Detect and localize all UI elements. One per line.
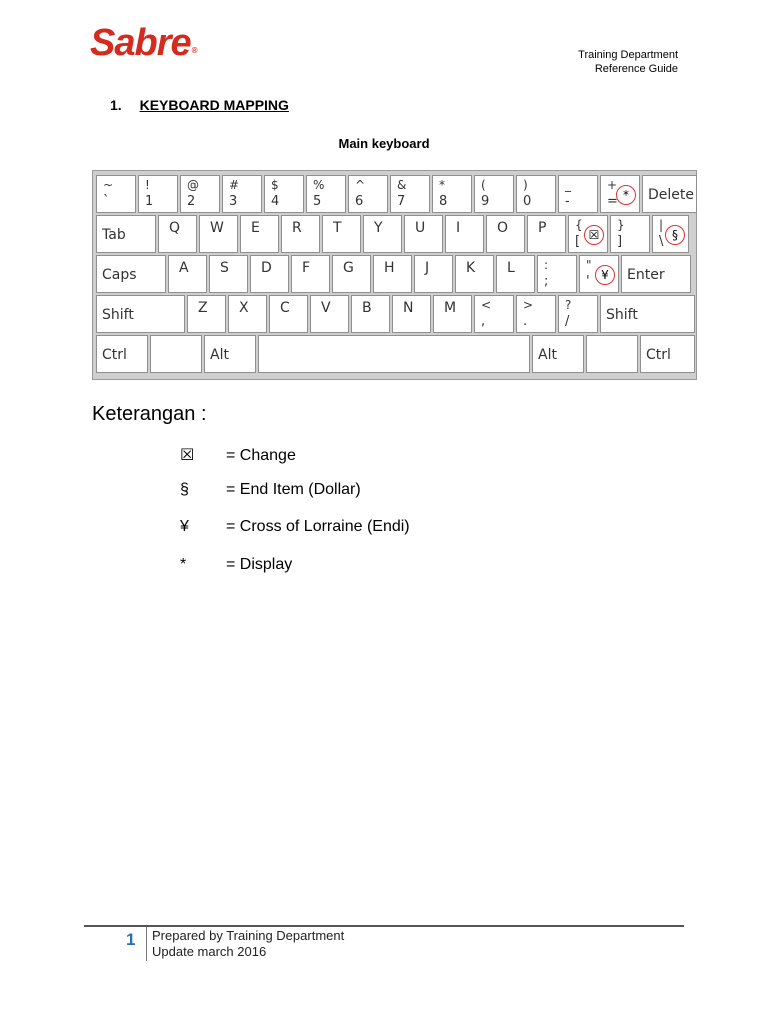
key-8: * 8 — [432, 175, 472, 213]
key-q: Q — [158, 215, 197, 253]
keyboard-row-home — [96, 255, 691, 293]
key-y: Y — [363, 215, 402, 253]
key-i: I — [445, 215, 484, 253]
end-item-icon: § — [180, 481, 189, 498]
keyboard-diagram — [92, 170, 697, 380]
keyboard-row-modifiers — [96, 335, 695, 373]
key-5: % 5 — [306, 175, 346, 213]
key-backslash: | \ § — [652, 215, 689, 253]
change-icon: ☒ — [584, 225, 604, 245]
footer-update: Update march 2016 — [152, 944, 267, 959]
key-j: J — [414, 255, 453, 293]
key-a: A — [168, 255, 207, 293]
key-period: > . — [516, 295, 556, 333]
section-heading: KEYBOARD MAPPING — [139, 97, 289, 113]
keyboard-row-bottom-letters — [96, 295, 695, 333]
key-9: ( 9 — [474, 175, 514, 213]
key-3: # 3 — [222, 175, 262, 213]
section-number: 1. — [110, 97, 122, 113]
footer-prepared: Prepared by Training Department — [152, 928, 345, 943]
key-h: H — [373, 255, 412, 293]
legend-item-cross-of-lorraine: ¥ = Cross of Lorraine (Endi) — [180, 518, 410, 535]
key-d: D — [250, 255, 289, 293]
keyboard-row-numbers — [96, 175, 697, 213]
header-guide: Reference Guide — [594, 63, 678, 75]
key-blank-left — [150, 335, 202, 373]
key-shift-right: Shift — [600, 295, 695, 333]
key-z: Z — [187, 295, 226, 333]
key-slash: ? / — [558, 295, 598, 333]
key-enter: Enter — [621, 255, 691, 293]
key-alt-right: Alt — [532, 335, 584, 373]
key-bracket-open: { [ ☒ — [568, 215, 608, 253]
key-b: B — [351, 295, 390, 333]
footer-separator — [146, 927, 147, 961]
key-ctrl-left: Ctrl — [96, 335, 148, 373]
legend-item-change: ☒ = Change — [180, 447, 296, 464]
document-header — [578, 48, 678, 76]
key-k: K — [455, 255, 494, 293]
key-x: X — [228, 295, 267, 333]
key-n: N — [392, 295, 431, 333]
cross-of-lorraine-icon: ¥ — [595, 265, 615, 285]
key-alt-left: Alt — [204, 335, 256, 373]
key-equals: + = * — [600, 175, 640, 213]
key-2: @ 2 — [180, 175, 220, 213]
sabre-logo: Sabre® — [90, 22, 197, 64]
key-tab: Tab — [96, 215, 156, 253]
key-0: ) 0 — [516, 175, 556, 213]
key-e: E — [240, 215, 279, 253]
key-spacebar — [258, 335, 530, 373]
footer-text — [152, 928, 344, 960]
key-u: U — [404, 215, 443, 253]
key-quote: " ' ¥ — [579, 255, 619, 293]
key-7: & 7 — [390, 175, 430, 213]
display-icon: * — [180, 556, 187, 573]
key-4: $ 4 — [264, 175, 304, 213]
key-w: W — [199, 215, 238, 253]
key-s: S — [209, 255, 248, 293]
key-m: M — [433, 295, 472, 333]
key-semicolon: : ; — [537, 255, 577, 293]
key-r: R — [281, 215, 320, 253]
display-icon: * — [616, 185, 636, 205]
key-g: G — [332, 255, 371, 293]
key-backtick: ~ ` — [96, 175, 136, 213]
key-bracket-close: } ] — [610, 215, 650, 253]
header-department: Training Department — [578, 49, 678, 61]
key-1: ! 1 — [138, 175, 178, 213]
keyboard-row-qwerty — [96, 215, 689, 253]
key-minus: _ - — [558, 175, 598, 213]
key-shift-left: Shift — [96, 295, 185, 333]
cross-of-lorraine-icon: ¥ — [180, 518, 189, 535]
key-6: ^ 6 — [348, 175, 388, 213]
section-title — [110, 97, 289, 113]
key-t: T — [322, 215, 361, 253]
key-delete: Delete — [642, 175, 697, 213]
key-blank-right — [586, 335, 638, 373]
key-v: V — [310, 295, 349, 333]
key-c: C — [269, 295, 308, 333]
legend-title: Keterangan : — [92, 403, 207, 425]
key-ctrl-right: Ctrl — [640, 335, 695, 373]
key-o: O — [486, 215, 525, 253]
footer-divider — [84, 925, 684, 927]
key-l: L — [496, 255, 535, 293]
key-comma: < , — [474, 295, 514, 333]
legend-item-end-item: § = End Item (Dollar) — [180, 481, 361, 498]
legend-item-display: * = Display — [180, 556, 293, 573]
key-f: F — [291, 255, 330, 293]
key-p: P — [527, 215, 566, 253]
change-icon: ☒ — [180, 447, 195, 464]
end-item-icon: § — [665, 225, 685, 245]
page-number: 1 — [126, 930, 136, 949]
keyboard-caption: Main keyboard — [338, 136, 430, 151]
key-caps: Caps — [96, 255, 166, 293]
